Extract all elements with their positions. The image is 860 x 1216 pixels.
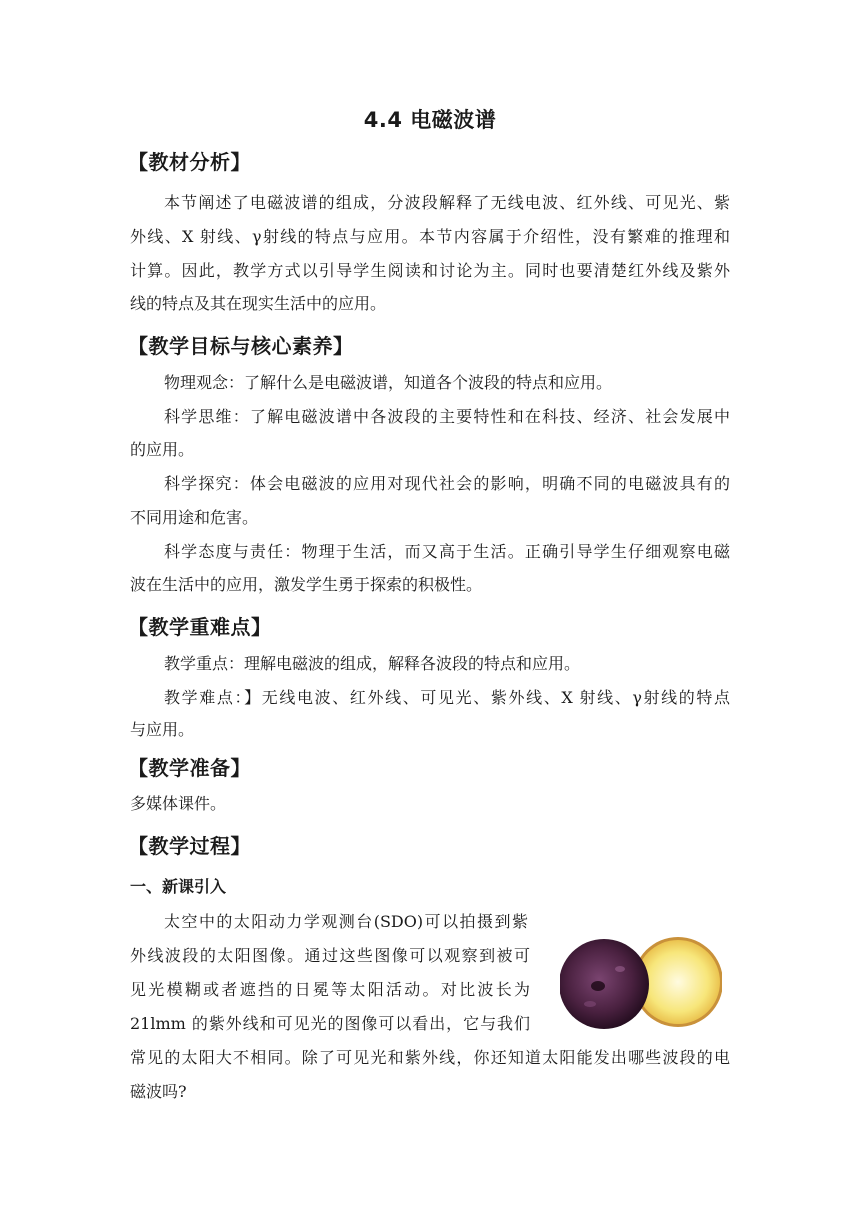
heading-analysis: 【教材分析】 [128,150,251,174]
goals-line-1: 物理观念：了解什么是电磁波谱，知道各个波段的特点和应用。 [164,373,613,392]
process-line-5: 常见的太阳大不相同。除了可见光和紫外线，你还知道太阳能发出哪些波段的电 [130,1048,730,1067]
process-line-3: 见光模糊或者遮挡的日冕等太阳活动。对比波长为 [130,980,530,999]
key-points-line-2: 教学难点：】无线电波、红外线、可见光、紫外线、X 射线、γ射线的特点 [164,688,730,707]
process-line-6: 磁波吗? [130,1082,187,1101]
goals-line-3: 的应用。 [130,440,195,459]
goals-line-5: 不同用途和危害。 [130,508,259,527]
analysis-line-1: 本节阐述了电磁波谱的组成，分波段解释了无线电波、红外线、可见光、紫 [164,193,730,212]
key-points-line-3: 与应用。 [130,720,195,739]
goals-line-2: 科学思维：了解电磁波谱中各波段的主要特性和在科技、经济、社会发展中 [164,407,730,426]
process-line-2: 外线波段的太阳图像。通过这些图像可以观察到被可 [130,946,530,965]
ultraviolet-sun [560,939,649,1029]
analysis-line-2: 外线、X 射线、γ射线的特点与应用。本节内容属于介绍性，没有繁难的推理和 [130,227,730,246]
heading-process: 【教学过程】 [128,834,251,858]
preparation-line-1: 多媒体课件。 [130,794,227,813]
process-line-4: 21lmm 的紫外线和可见光的图像可以看出，它与我们 [130,1014,530,1033]
subheading-intro: 一、新课引入 [130,877,227,896]
heading-preparation: 【教学准备】 [128,756,251,780]
heading-goals: 【教学目标与核心素养】 [128,334,354,358]
sun-comparison-image [560,934,722,1034]
process-line-1: 太空中的太阳动力学观测台(SDO)可以拍摄到紫 [164,912,528,931]
goals-line-7: 波在生活中的应用，激发学生勇于探索的积极性。 [130,575,483,594]
analysis-line-3: 计算。因此，教学方式以引导学生阅读和讨论为主。同时也要清楚红外线及紫外 [130,261,730,280]
goals-line-4: 科学探究：体会电磁波的应用对现代社会的影响，明确不同的电磁波具有的 [164,474,730,493]
heading-key-points: 【教学重难点】 [128,615,272,639]
page-title: 4.4 电磁波谱 [363,108,497,132]
goals-line-6: 科学态度与责任：物理于生活，而又高于生活。正确引导学生仔细观察电磁 [164,542,730,561]
key-points-line-1: 教学重点：理解电磁波的组成，解释各波段的特点和应用。 [164,654,581,673]
analysis-line-4: 线的特点及其在现实生活中的应用。 [130,294,387,313]
